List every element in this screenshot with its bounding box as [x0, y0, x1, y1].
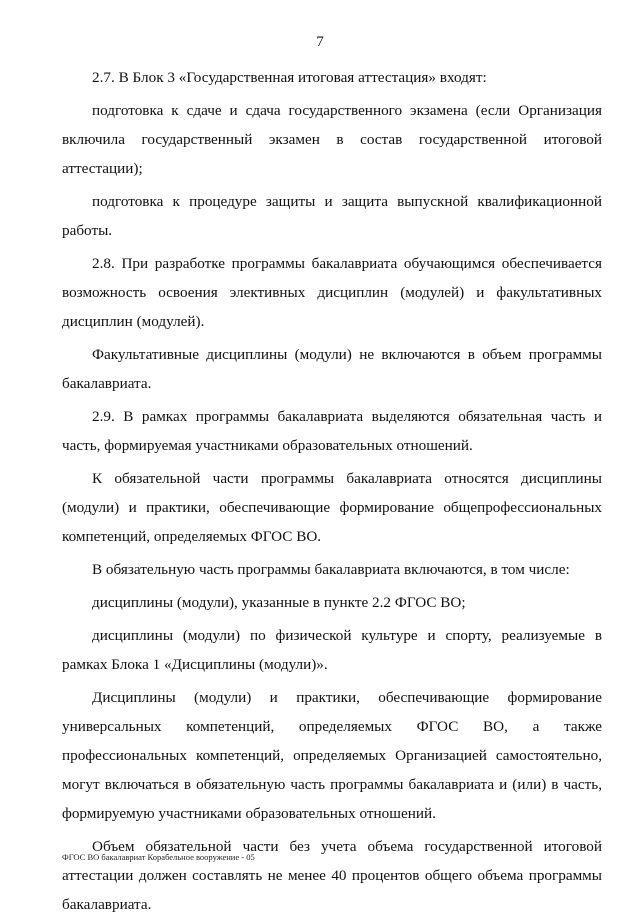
paragraph-exam-prep: подготовка к сдаче и сдача государственного экзамена (если Организация включила государственный экзамен в состав государственной итоговой аттестации); — [62, 102, 602, 177]
paragraph-volume: Объем обязательной части без учета объема государственной итоговой аттестации должен составлять не менее 40 процентов общего объема программы бакалавриата. — [62, 838, 602, 913]
paragraph-2-7: 2.7. В Блок 3 «Государственная итоговая аттестация» входят: — [92, 69, 487, 86]
paragraph-2-8: 2.8. При разработке программы бакалавриата обучающимся обеспечивается возможность освоения элективных дисциплин (модулей) и факультативных дисциплин (модулей). — [62, 255, 602, 330]
page-number: 7 — [316, 34, 324, 50]
paragraph-thesis-defense: подготовка к процедуре защиты и защита выпускной квалификационной работы. — [62, 193, 602, 239]
paragraph-item-sport: дисциплины (модули) по физической культуре и спорту, реализуемые в рамках Блока 1 «Дисциплины (модули)». — [62, 627, 602, 673]
paragraph-optional-disciplines: Факультативные дисциплины (модули) не включаются в объем программы бакалавриата. — [62, 346, 602, 392]
document-body — [62, 63, 602, 919]
footer-note: ФГОС ВО бакалавриат Корабельное вооружение - 05 — [62, 852, 255, 862]
paragraph-2-9: 2.9. В рамках программы бакалавриата выделяются обязательная часть и часть, формируемая участниками образовательных отношений. — [62, 408, 602, 454]
paragraph-includes: В обязательную часть программы бакалавриата включаются, в том числе: — [92, 561, 570, 578]
paragraph-item-disciplines: дисциплины (модули), указанные в пункте 2.2 ФГОС ВО; — [92, 594, 466, 611]
paragraph-mandatory-part: К обязательной части программы бакалавриата относятся дисциплины (модули) и практики, обеспечивающие формирование общепрофессиональных компетенций, определяемых ФГОС ВО. — [62, 470, 602, 545]
paragraph-competencies: Дисциплины (модули) и практики, обеспечивающие формирование универсальных компетенций, определяемых ФГОС ВО, а также профессиональных компетенций, определяемых Организацией самостоятельно, могут включаться в обязательную часть программы бакалавриата и (или) в часть, формируемую участниками образовательных отношений. — [62, 689, 602, 822]
